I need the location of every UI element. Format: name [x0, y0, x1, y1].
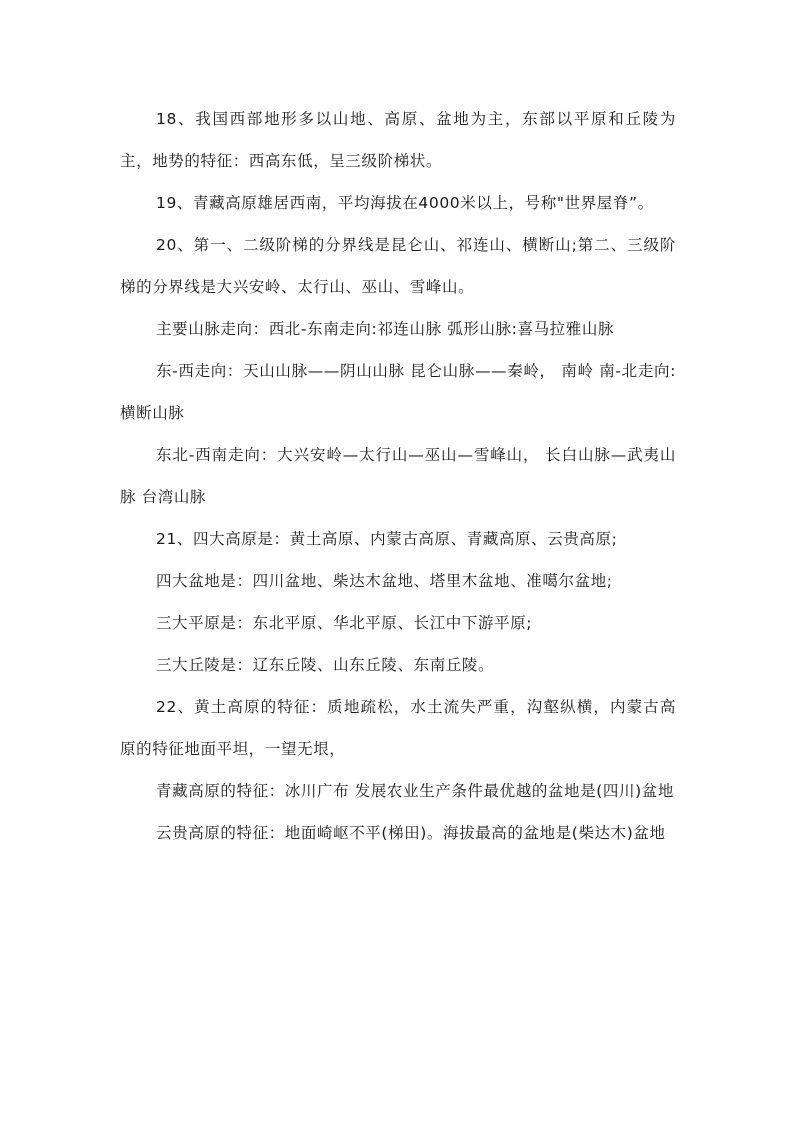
paragraph-east-west-direction: 东-西走向：天山山脉——阴山山脉 昆仑山脉——秦岭， 南岭 南-北走向:横断山脉: [120, 362, 676, 422]
paragraph-qinghai-tibet-plateau: 青藏高原的特征：冰川广布 发展农业生产条件最优越的盆地是(四川)盆地: [156, 782, 674, 800]
paragraph-hills: 三大丘陵是：辽东丘陵、山东丘陵、东南丘陵。: [156, 656, 495, 674]
paragraph-basins: 四大盆地是：四川盆地、柴达木盆地、塔里木盆地、准噶尔盆地;: [156, 572, 613, 590]
paragraph-plains: 三大平原是：东北平原、华北平原、长江中下游平原;: [156, 614, 533, 632]
paragraph-mountain-directions: 主要山脉走向：西北-东南走向:祁连山脉 弧形山脉:喜马拉雅山脉: [156, 320, 615, 338]
paragraph-22-loess-plateau: 22、黄土高原的特征：质地疏松，水土流失严重，沟壑纵横，内蒙古高原的特征地面平坦，一望无垠，: [120, 698, 676, 758]
paragraph-20: 20、第一、二级阶梯的分界线是昆仑山、祁连山、横断山;第二、三级阶梯的分界线是大兴安岭、太行山、巫山、雪峰山。: [120, 236, 676, 296]
document-body: [120, 98, 676, 854]
paragraph-21-plateaus: 21、四大高原是：黄土高原、内蒙古高原、青藏高原、云贵高原;: [156, 530, 618, 548]
paragraph-19: 19、青藏高原雄居西南，平均海拔在4000米以上，号称"世界屋脊”。: [156, 194, 654, 212]
paragraph-yunnan-guizhou-plateau: 云贵高原的特征：地面崎岖不平(梯田)。海拔最高的盆地是(柴达木)盆地: [156, 824, 666, 842]
paragraph-18: 18、我国西部地形多以山地、高原、盆地为主，东部以平原和丘陵为主，地势的特征：西高东低，呈三级阶梯状。: [120, 110, 676, 170]
paragraph-northeast-southwest-direction: 东北-西南走向：大兴安岭—太行山—巫山—雪峰山， 长白山脉—武夷山脉 台湾山脉: [120, 446, 676, 506]
